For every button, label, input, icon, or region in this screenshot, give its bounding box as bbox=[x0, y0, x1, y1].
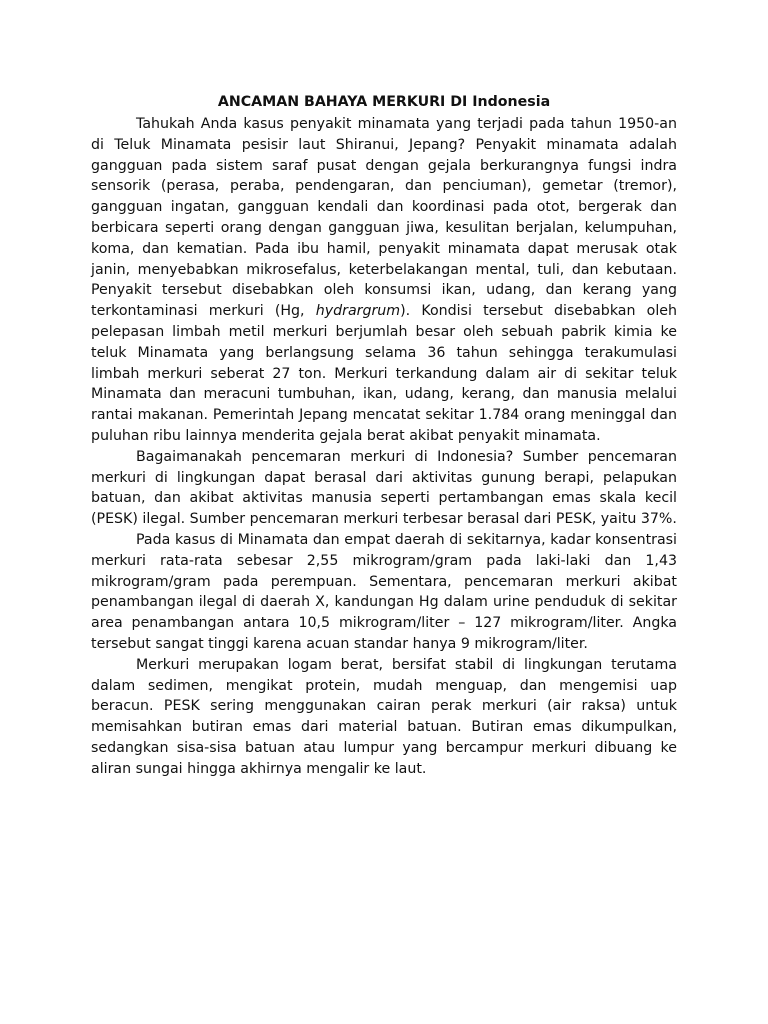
document-title: ANCAMAN BAHAYA MERKURI DI Indonesia bbox=[217, 94, 551, 110]
paragraph-indonesia-pollution bbox=[91, 447, 677, 530]
paragraph-text: Bagaimanakah pencemaran merkuri di Indonesia? Sumber pencemaran merkuri di lingkungan dapat berasal dari aktivitas gunung berapi, pelapukan batuan, dan akibat aktivitas manusia seperti pertambangan emas skala kecil (PESK) ilegal. Sumber pencemaran merkuri terbesar berasal dari PESK, yaitu 37%. bbox=[91, 448, 677, 528]
paragraph-text: ). Kondisi tersebut disebabkan oleh pelepasan limbah metil merkuri berjumlah besar oleh sebuah pabrik kimia ke teluk Minamata yang berlangsung selama 36 tahun sehingga terakumulasi limbah merkuri seberat 27 ton. Merkuri terkandung dalam air di sekitar teluk Minamata dan meracuni tumbuhan, ikan, udang, kerang, dan manusia melalui rantai makanan. Pemerintah Jepang mencatat sekitar 1.784 orang meninggal dan puluhan ribu lainnya menderita gejala berat akibat penyakit minamata. bbox=[91, 303, 677, 444]
document-page bbox=[91, 92, 677, 780]
paragraph-text: Pada kasus di Minamata dan empat daerah di sekitarnya, kadar konsentrasi merkuri rata-rata sebesar 2,55 mikrogram/gram pada laki-laki dan 1,43 mikrogram/gram pada perempuan. Sementara, pencemaran merkuri akibat penambangan ilegal di daerah X, kandungan Hg dalam urine penduduk di sekitar area penambangan antara 10,5 mikrogram/liter – 127 mikrogram/liter. Angka tersebut sangat tinggi karena acuan standar hanya 9 mikrogram/liter. bbox=[91, 531, 677, 652]
paragraph-text: Tahukah Anda kasus penyakit minamata yang terjadi pada tahun 1950-an di Teluk Minamata pesisir laut Shiranui, Jepang? Penyakit minamata adalah gangguan pada sistem saraf pusat dengan gejala berkurangnya fungsi indra sensorik (perasa, peraba, pendengaran, dan penciuman), gemetar (tremor), gangguan ingatan, gangguan kendali dan koordinasi pada otot, bergerak dan berbicara seperti orang dengan gangguan jiwa, kesulitan berjalan, kelumpuhan, koma, dan kematian. Pada ibu hamil, penyakit minamata dapat merusak otak janin, menyebabkan mikrosefalus, keterbelakangan mental, tuli, dan kebutaan. Penyakit tersebut disebabkan oleh konsumsi ikan, udang, dan kerang yang terkontaminasi merkuri (Hg, bbox=[91, 116, 677, 320]
paragraph-minamata-case bbox=[91, 114, 677, 447]
paragraph-concentration-data bbox=[91, 530, 677, 655]
italic-term-hydrargrum: hydrargrum bbox=[315, 303, 401, 320]
paragraph-text: Merkuri merupakan logam berat, bersifat stabil di lingkungan terutama dalam sedimen, mengikat protein, mudah menguap, dan mengemisi uap beracun. PESK sering menggunakan cairan perak merkuri (air raksa) untuk memisahkan butiran emas dari material batuan. Butiran emas dikumpulkan, sedangkan sisa-sisa batuan atau lumpur yang bercampur merkuri dibuang ke aliran sungai hingga akhirnya mengalir ke laut. bbox=[91, 656, 677, 777]
paragraph-mercury-properties bbox=[91, 655, 677, 780]
